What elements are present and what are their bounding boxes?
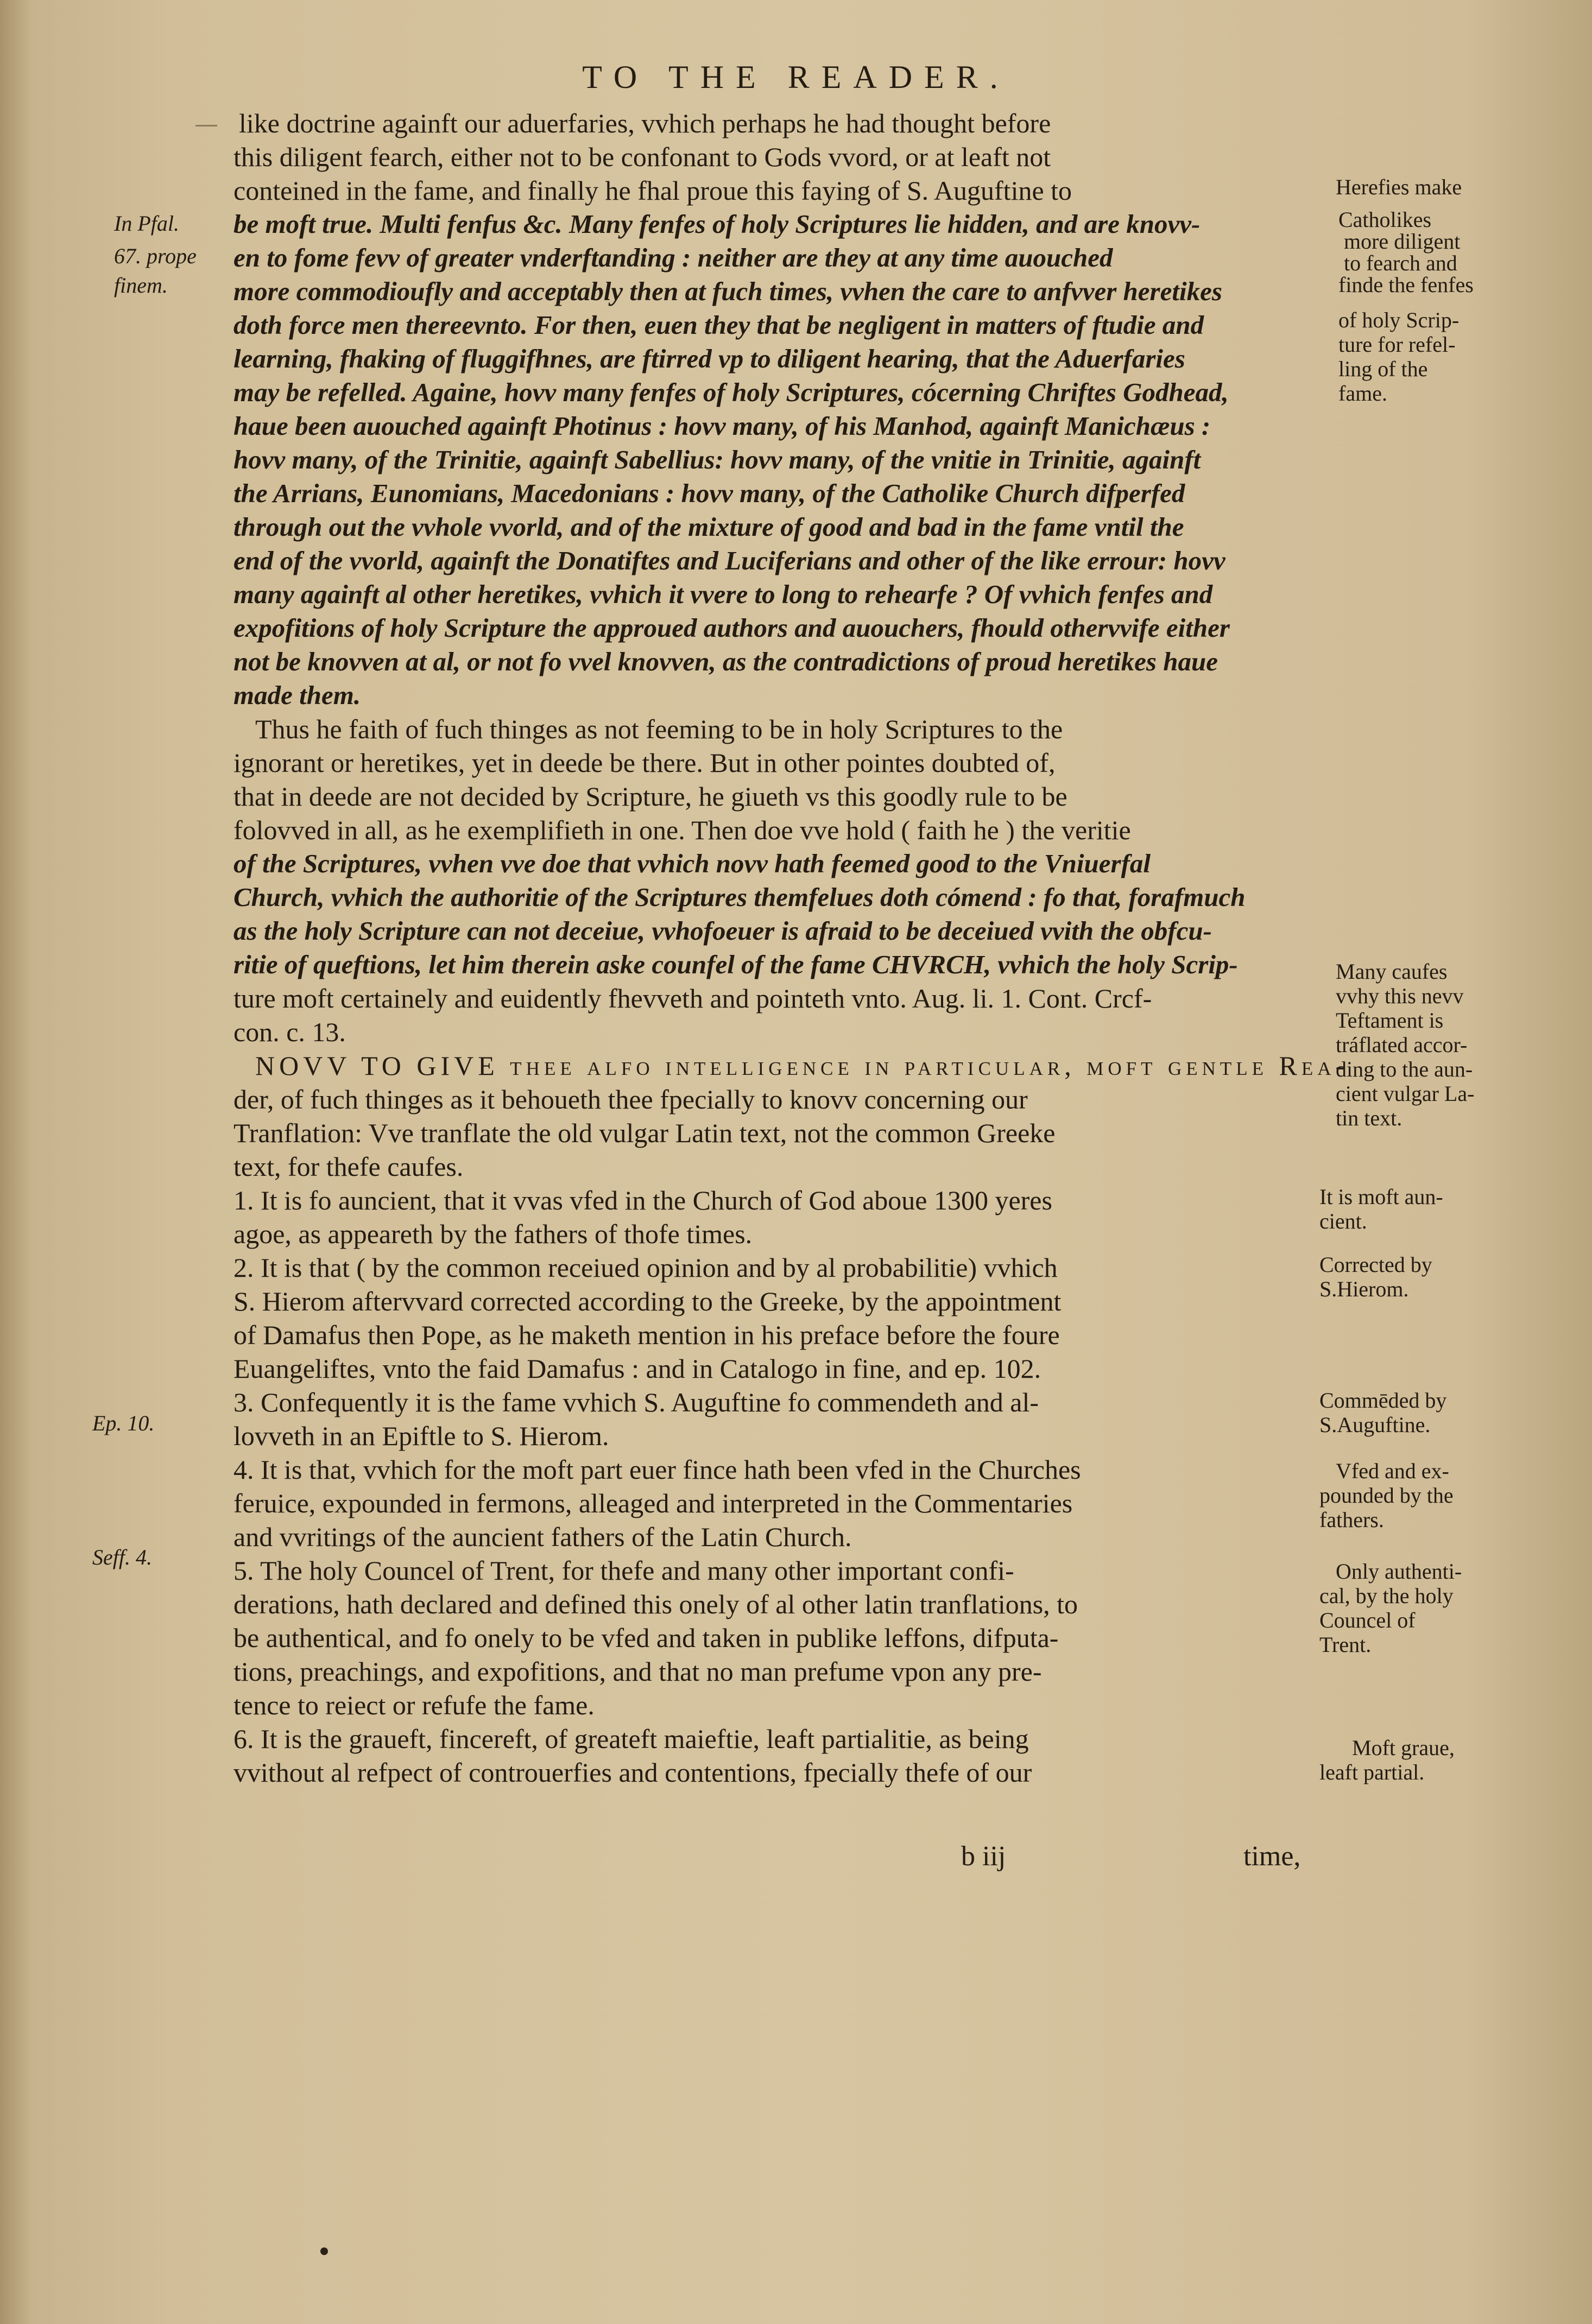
text-line: that in deede are not decided by Scripture, he giueth vs this goodly rule to be	[233, 781, 1067, 812]
marginal-note: vvhy this nevv	[1336, 984, 1464, 1008]
text-line: vvithout al refpect of controuerfies and contentions, fpecially thefe of our	[233, 1757, 1032, 1788]
decorative-dash	[195, 125, 217, 126]
text-line: 5. The holy Councel of Trent, for thefe and many other important confi-	[233, 1555, 1014, 1586]
text-line: end of the vvorld, againft the Donatiftes and Luciferians and other of the like errour: hovv	[233, 546, 1225, 575]
text-line: many againft al other heretikes, vvhich it vvere to long to rehearfe ? Of vvhich fenfes and	[233, 579, 1213, 609]
text-line: hovv many, of the Trinitie, againft Sabellius: hovv many, of the vnitie in Trinitie, againft	[233, 445, 1201, 474]
page-header: TO THE READER.	[582, 59, 1010, 95]
marginal-note: Vfed and ex-	[1336, 1459, 1449, 1483]
marginal-note: cient vulgar La-	[1336, 1081, 1475, 1106]
marginal-note: tráflated accor-	[1336, 1033, 1468, 1057]
marginal-note: Teftament is	[1336, 1008, 1444, 1033]
marginal-note: cient.	[1319, 1209, 1367, 1233]
text-line: ture moft certainely and euidently fhevveth and pointeth vnto. Aug. li. 1. Cont. Crcf-	[233, 983, 1152, 1014]
text-line: be moft true. Multi fenfus &c. Many fenfes of holy Scriptures lie hidden, and are knovv-	[233, 209, 1201, 239]
text-line: text, for thefe caufes.	[233, 1151, 464, 1182]
text-line: doth force men thereevnto. For then, euen they that be negligent in matters of ftudie and	[233, 310, 1204, 340]
marginal-note: fathers.	[1319, 1508, 1384, 1532]
text-line: Tranflation: Vve tranflate the old vulgar Latin text, not the common Greeke	[233, 1118, 1056, 1148]
text-line: 4. It is that, vvhich for the moft part euer fince hath been vfed in the Churches	[233, 1454, 1081, 1485]
text-line: feruice, expounded in fermons, alleaged and interpreted in the Commentaries	[233, 1488, 1073, 1518]
text-line: of the Scriptures, vvhen vve doe that vvhich novv hath feemed good to the Vniuerfal	[233, 848, 1151, 878]
marginal-note: S.Hierom.	[1319, 1277, 1409, 1301]
text-line: this diligent fearch, either not to be confonant to Gods vvord, or at leaft not	[233, 142, 1051, 172]
text-line: der, of fuch thinges as it behoueth thee fpecially to knovv concerning our	[233, 1084, 1028, 1114]
text-line: of Damafus then Pope, as he maketh mention in his preface before the foure	[233, 1320, 1060, 1350]
marginal-note: fame.	[1338, 381, 1387, 406]
text-line: Thus he faith of fuch thinges as not feeming to be in holy Scriptures to the	[255, 714, 1063, 744]
text-line: 3. Confequently it is the fame vvhich S. Auguftine fo commendeth and al-	[233, 1387, 1039, 1417]
text-line: tions, preachings, and expofitions, and that no man prefume vpon any pre-	[233, 1656, 1042, 1687]
text-line: learning, fhaking of fluggifhnes, are ftirred vp to diligent hearing, that the Aduerfaries	[233, 344, 1185, 373]
text-line: expofitions of holy Scripture the approued authors and auouchers, fhould othervvife either	[233, 613, 1230, 643]
marginal-note: ding to the aun-	[1336, 1057, 1473, 1081]
text-line: 2. It is that ( by the common receiued opinion and by al probabilitie) vvhich	[233, 1252, 1058, 1283]
catchword: time,	[1243, 1841, 1301, 1872]
text-line: S. Hierom aftervvard corrected according to the Greeke, by the appointment	[233, 1286, 1062, 1316]
text-line: be authentical, and fo onely to be vfed and taken in publike leffons, difputa-	[233, 1623, 1059, 1653]
text-line: 6. It is the graueft, fincereft, of greateft maieftie, leaft partialitie, as being	[233, 1724, 1029, 1754]
text-line: like doctrine againft our aduerfaries, vvhich perhaps he had thought before	[239, 108, 1051, 138]
marginal-note: to fearch and	[1344, 251, 1457, 275]
marginal-reference: In Pfal.	[114, 211, 179, 236]
marginal-reference: 67. prope	[114, 244, 197, 268]
text-line: made them.	[233, 680, 361, 710]
marginal-note: finde the fenfes	[1338, 273, 1474, 297]
marginal-note: Commēded by	[1319, 1388, 1447, 1413]
marginal-note: Councel of	[1319, 1608, 1416, 1632]
marginal-reference: Ep. 10.	[92, 1411, 155, 1435]
marginal-note: tin text.	[1336, 1106, 1403, 1130]
ink-spot	[320, 2247, 328, 2255]
text-line: ritie of queftions, let him therein aske counfel of the fame CHVRCH, vvhich the holy Scrip-	[233, 949, 1238, 979]
marginal-note: cal, by the holy	[1319, 1584, 1454, 1608]
text-line: folovved in all, as he exemplifieth in one. Then doe vve hold ( faith he ) the veritie	[233, 815, 1131, 845]
text-line: haue been auouched againft Photinus : hovv many, of his Manhod, againft Manichæus :	[233, 411, 1211, 441]
marginal-note: Moft graue,	[1352, 1736, 1455, 1760]
text-line: derations, hath declared and defined this onely of al other latin tranflations, to	[233, 1589, 1078, 1619]
marginal-note: ling of the	[1338, 357, 1428, 381]
text-line: Church, vvhich the authoritie of the Scriptures themfelues doth cómend : fo that, forafmuch	[233, 882, 1246, 912]
marginal-reference: finem.	[114, 273, 168, 297]
marginal-note: Corrected by	[1319, 1252, 1432, 1277]
marginal-note: Only authenti-	[1336, 1559, 1462, 1584]
marginal-note: ture for refel-	[1338, 332, 1456, 357]
text-line: conteined in the fame, and finally he fhal proue this faying of S. Auguftine to	[233, 175, 1072, 206]
text-line: lovveth in an Epiftle to S. Hierom.	[233, 1421, 609, 1451]
text-line: tence to reiect or refufe the fame.	[233, 1690, 595, 1720]
marginal-reference: Seff. 4.	[92, 1545, 152, 1569]
marginal-note: leaft partial.	[1319, 1760, 1425, 1784]
marginal-note: Trent.	[1319, 1632, 1372, 1657]
text-line: the Arrians, Eunomians, Macedonians : hovv many, of the Catholike Church difperfed	[233, 478, 1185, 508]
text-line: through out the vvhole vvorld, and of the mixture of good and bad in the fame vntil the	[233, 512, 1184, 542]
text-line: con. c. 13.	[233, 1017, 346, 1047]
text-line: and vvritings of the auncient fathers of the Latin Church.	[233, 1522, 852, 1552]
text-line: may be refelled. Againe, hovv many fenfes of holy Scriptures, cócerning Chriftes Godhead,	[233, 377, 1229, 407]
text-line: more commodioufly and acceptably then at fuch times, vvhen the care to anfvver heretikes	[233, 276, 1222, 306]
marginal-note: S.Auguftine.	[1319, 1413, 1431, 1437]
text-line: en to fome fevv of greater vnderftanding : neither are they at any time auouched	[233, 243, 1113, 273]
marginal-note: more diligent	[1344, 229, 1461, 254]
text-line: as the holy Scripture can not deceiue, vvhofoeuer is afraid to be deceiued vvith the obfcu-	[233, 916, 1212, 946]
text-line: ignorant or heretikes, yet in deede be there. But in other pointes doubted of,	[233, 748, 1056, 778]
marginal-note: It is moft aun-	[1319, 1185, 1443, 1209]
marginal-note: of holy Scrip-	[1338, 308, 1460, 332]
marginal-note: Herefies make	[1336, 175, 1462, 199]
text-line: agoe, as appeareth by the fathers of thofe times.	[233, 1219, 753, 1249]
signature-mark: b iij	[961, 1841, 1006, 1872]
text-line: NOVV TO GIVE thee alfo intelligence in particular, moft gentle Rea-	[255, 1050, 1349, 1081]
marginal-note: Catholikes	[1338, 207, 1432, 232]
text-line: not be knovven at al, or not fo vvel knovven, as the contradictions of proud heretikes haue	[233, 647, 1218, 676]
marginal-note: Many caufes	[1336, 959, 1448, 984]
text-line: 1. It is fo auncient, that it vvas vfed in the Church of God aboue 1300 yeres	[233, 1185, 1052, 1215]
marginal-note: pounded by the	[1319, 1483, 1454, 1508]
text-line: Euangeliftes, vnto the faid Damafus : and in Catalogo in fine, and ep. 102.	[233, 1353, 1041, 1384]
